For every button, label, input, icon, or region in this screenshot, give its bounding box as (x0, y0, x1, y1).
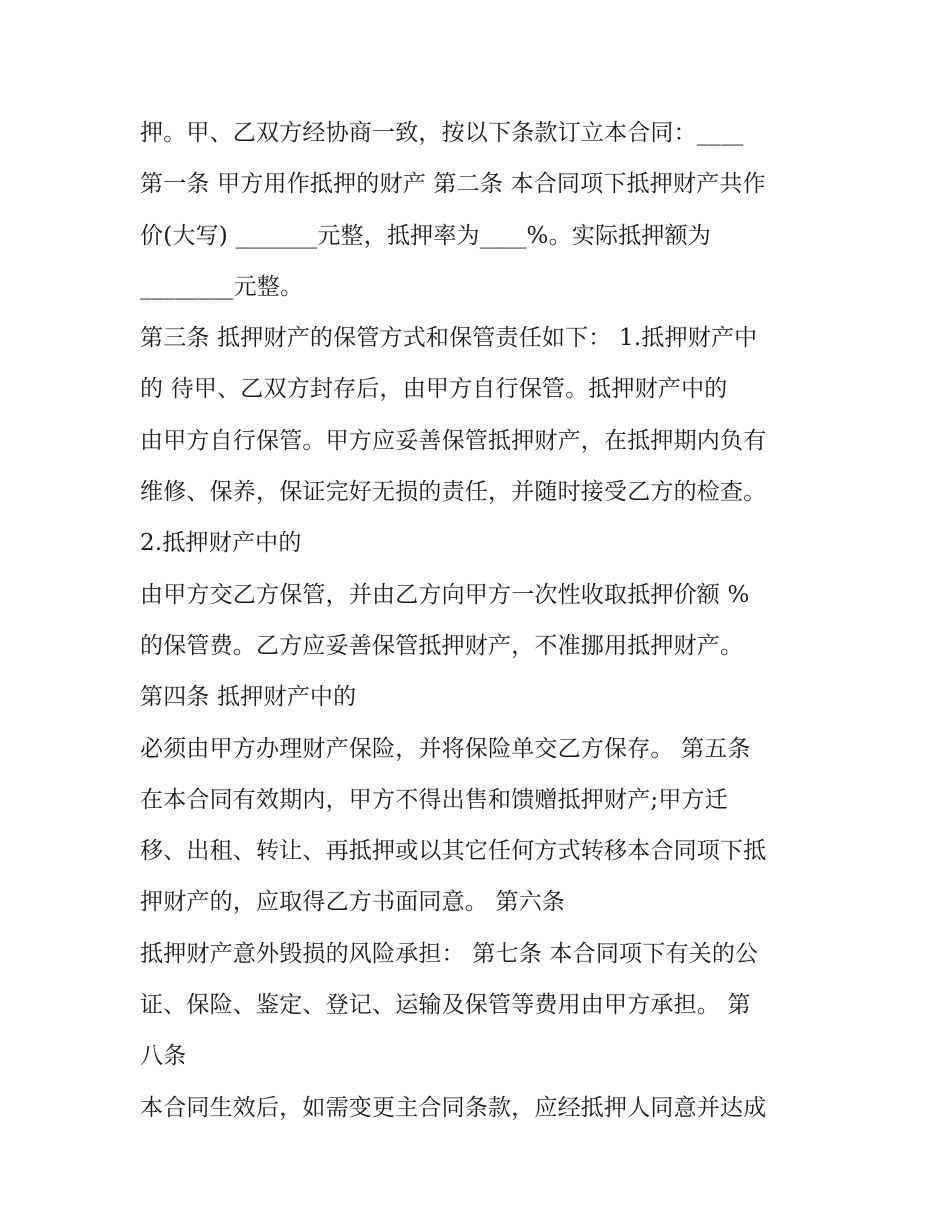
text-line: 移、出租、转让、再抵押或以其它任何方式转移本合同项下抵 (140, 838, 767, 865)
text-line: 押财产的，应取得乙方书面同意。 第六条 (140, 889, 566, 916)
text-line: 押。甲、乙双方经协商一致，按以下条款订立本合同：____ (140, 120, 744, 146)
text-line: ________元整。 (140, 273, 304, 300)
contract-body-text (140, 108, 830, 1134)
text-line: 必须由甲方办理财产保险，并将保险单交乙方保存。 第五条 (140, 735, 751, 762)
text-line: 由甲方自行保管。甲方应妥善保管抵押财产，在抵押期内负有 (140, 427, 767, 454)
text-line: 八条 (140, 1043, 187, 1070)
text-line: 第三条 抵押财产的保管方式和保管责任如下： 1.抵押财产中 (140, 325, 758, 352)
text-line: 由甲方交乙方保管，并由乙方向甲方一次性收取抵押价额 % (140, 581, 750, 608)
text-line: 的保管费。乙方应妥善保管抵押财产，不准挪用抵押财产。 (140, 632, 744, 659)
text-line: 第一条 甲方用作抵押的财产 第二条 本合同项下抵押财产共作 (140, 171, 766, 198)
text-line: 本合同生效后，如需变更主合同条款，应经抵押人同意并达成 (140, 1094, 767, 1121)
text-line: 的 待甲、乙双方封存后，由甲方自行保管。抵押财产中的 (140, 376, 728, 403)
text-line: 抵押财产意外毁损的风险承担： 第七条 本合同项下有关的公 (140, 940, 759, 967)
text-line: 第四条 抵押财产中的 (140, 684, 357, 711)
text-line: 价(大写) _______元整，抵押率为____%。实际抵押额为 (140, 222, 712, 249)
text-line: 2.抵押财产中的 (140, 530, 302, 557)
text-line: 维修、保养，保证完好无损的责任，并随时接受乙方的检查。 (140, 479, 767, 506)
text-line: 在本合同有效期内，甲方不得出售和馈赠抵押财产;甲方迁 (140, 786, 728, 813)
text-line: 证、保险、鉴定、登记、运输及保管等费用由甲方承担。 第 (140, 992, 751, 1019)
